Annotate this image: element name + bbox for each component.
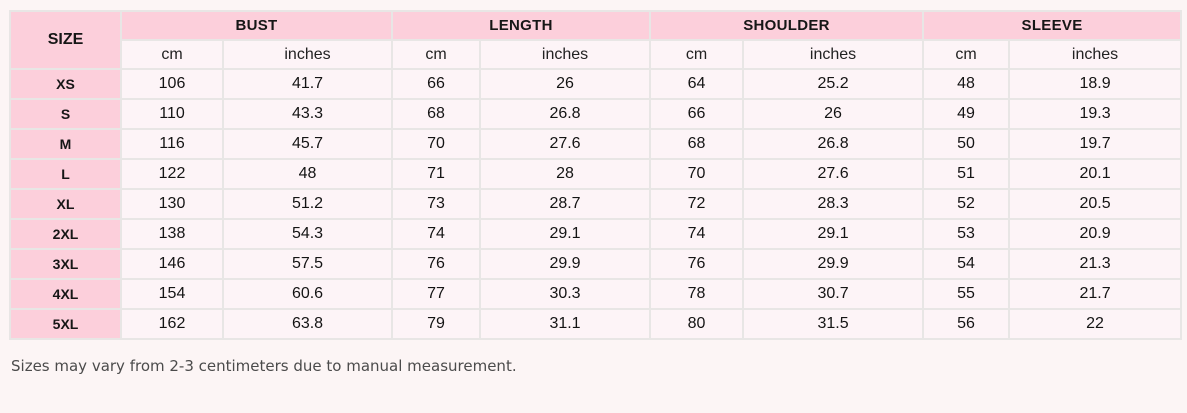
- measurement-value: 20.9: [1009, 219, 1181, 249]
- measurement-value: 76: [392, 249, 480, 279]
- measurement-value: 19.3: [1009, 99, 1181, 129]
- size-row-3xl: [10, 249, 1181, 279]
- measurement-value: 18.9: [1009, 69, 1181, 99]
- row-size-label: 5XL: [10, 309, 121, 339]
- size-row-l: [10, 159, 1181, 189]
- measurement-value: 51: [923, 159, 1009, 189]
- measurement-value: 54: [923, 249, 1009, 279]
- unit-header-bust-cm: cm: [121, 40, 223, 69]
- measurement-value: 29.1: [743, 219, 923, 249]
- measurement-value: 70: [392, 129, 480, 159]
- size-row-xs: [10, 69, 1181, 99]
- measurement-value: 30.3: [480, 279, 650, 309]
- measurement-value: 26: [480, 69, 650, 99]
- measurement-value: 31.5: [743, 309, 923, 339]
- size-chart-body: [10, 69, 1181, 339]
- row-size-label: 2XL: [10, 219, 121, 249]
- measurement-value: 41.7: [223, 69, 392, 99]
- group-header-row: [10, 11, 1181, 40]
- measurement-value: 130: [121, 189, 223, 219]
- measurement-value: 27.6: [480, 129, 650, 159]
- unit-header-sleeve-cm: cm: [923, 40, 1009, 69]
- size-row-4xl: [10, 279, 1181, 309]
- measurement-value: 66: [392, 69, 480, 99]
- row-size-label: XL: [10, 189, 121, 219]
- measurement-value: 29.9: [480, 249, 650, 279]
- unit-header-sleeve-inches: inches: [1009, 40, 1181, 69]
- measurement-value: 106: [121, 69, 223, 99]
- unit-header-length-cm: cm: [392, 40, 480, 69]
- row-size-label: 3XL: [10, 249, 121, 279]
- measurement-value: 70: [650, 159, 743, 189]
- size-column-header: SIZE: [10, 11, 121, 69]
- measurement-value: 20.1: [1009, 159, 1181, 189]
- group-header-bust: BUST: [121, 11, 392, 40]
- measurement-value: 28: [480, 159, 650, 189]
- measurement-value: 110: [121, 99, 223, 129]
- unit-header-bust-inches: inches: [223, 40, 392, 69]
- size-row-5xl: [10, 309, 1181, 339]
- measurement-value: 74: [650, 219, 743, 249]
- size-row-2xl: [10, 219, 1181, 249]
- measurement-value: 45.7: [223, 129, 392, 159]
- size-chart-table: [9, 10, 1182, 340]
- measurement-value: 49: [923, 99, 1009, 129]
- measurement-value: 26.8: [743, 129, 923, 159]
- measurement-value: 29.1: [480, 219, 650, 249]
- measurement-value: 26.8: [480, 99, 650, 129]
- measurement-value: 154: [121, 279, 223, 309]
- measurement-value: 26: [743, 99, 923, 129]
- measurement-value: 22: [1009, 309, 1181, 339]
- measurement-value: 30.7: [743, 279, 923, 309]
- group-header-length: LENGTH: [392, 11, 650, 40]
- unit-header-shoulder-cm: cm: [650, 40, 743, 69]
- measurement-value: 72: [650, 189, 743, 219]
- measurement-value: 56: [923, 309, 1009, 339]
- measurement-value: 63.8: [223, 309, 392, 339]
- measurement-value: 80: [650, 309, 743, 339]
- measurement-value: 79: [392, 309, 480, 339]
- measurement-value: 60.6: [223, 279, 392, 309]
- measurement-value: 71: [392, 159, 480, 189]
- measurement-value: 28.3: [743, 189, 923, 219]
- measurement-note: Sizes may vary from 2-3 centimeters due to manual measurement.: [11, 357, 517, 375]
- size-row-s: [10, 99, 1181, 129]
- group-header-sleeve: SLEEVE: [923, 11, 1181, 40]
- measurement-value: 43.3: [223, 99, 392, 129]
- measurement-value: 76: [650, 249, 743, 279]
- measurement-value: 68: [650, 129, 743, 159]
- measurement-value: 21.3: [1009, 249, 1181, 279]
- measurement-value: 54.3: [223, 219, 392, 249]
- measurement-value: 122: [121, 159, 223, 189]
- measurement-value: 68: [392, 99, 480, 129]
- unit-header-shoulder-inches: inches: [743, 40, 923, 69]
- measurement-value: 146: [121, 249, 223, 279]
- measurement-value: 20.5: [1009, 189, 1181, 219]
- measurement-value: 55: [923, 279, 1009, 309]
- measurement-value: 73: [392, 189, 480, 219]
- measurement-value: 48: [223, 159, 392, 189]
- measurement-value: 57.5: [223, 249, 392, 279]
- measurement-value: 53: [923, 219, 1009, 249]
- measurement-value: 64: [650, 69, 743, 99]
- size-row-xl: [10, 189, 1181, 219]
- measurement-value: 51.2: [223, 189, 392, 219]
- measurement-value: 31.1: [480, 309, 650, 339]
- row-size-label: L: [10, 159, 121, 189]
- measurement-value: 50: [923, 129, 1009, 159]
- measurement-value: 27.6: [743, 159, 923, 189]
- row-size-label: S: [10, 99, 121, 129]
- measurement-value: 74: [392, 219, 480, 249]
- measurement-value: 116: [121, 129, 223, 159]
- measurement-value: 162: [121, 309, 223, 339]
- group-header-shoulder: SHOULDER: [650, 11, 923, 40]
- measurement-value: 25.2: [743, 69, 923, 99]
- row-size-label: 4XL: [10, 279, 121, 309]
- measurement-value: 19.7: [1009, 129, 1181, 159]
- measurement-value: 66: [650, 99, 743, 129]
- measurement-value: 77: [392, 279, 480, 309]
- measurement-value: 48: [923, 69, 1009, 99]
- unit-header-length-inches: inches: [480, 40, 650, 69]
- size-row-m: [10, 129, 1181, 159]
- measurement-value: 52: [923, 189, 1009, 219]
- unit-header-row: [10, 40, 1181, 69]
- measurement-value: 21.7: [1009, 279, 1181, 309]
- row-size-label: XS: [10, 69, 121, 99]
- measurement-value: 138: [121, 219, 223, 249]
- row-size-label: M: [10, 129, 121, 159]
- measurement-value: 29.9: [743, 249, 923, 279]
- measurement-value: 28.7: [480, 189, 650, 219]
- measurement-value: 78: [650, 279, 743, 309]
